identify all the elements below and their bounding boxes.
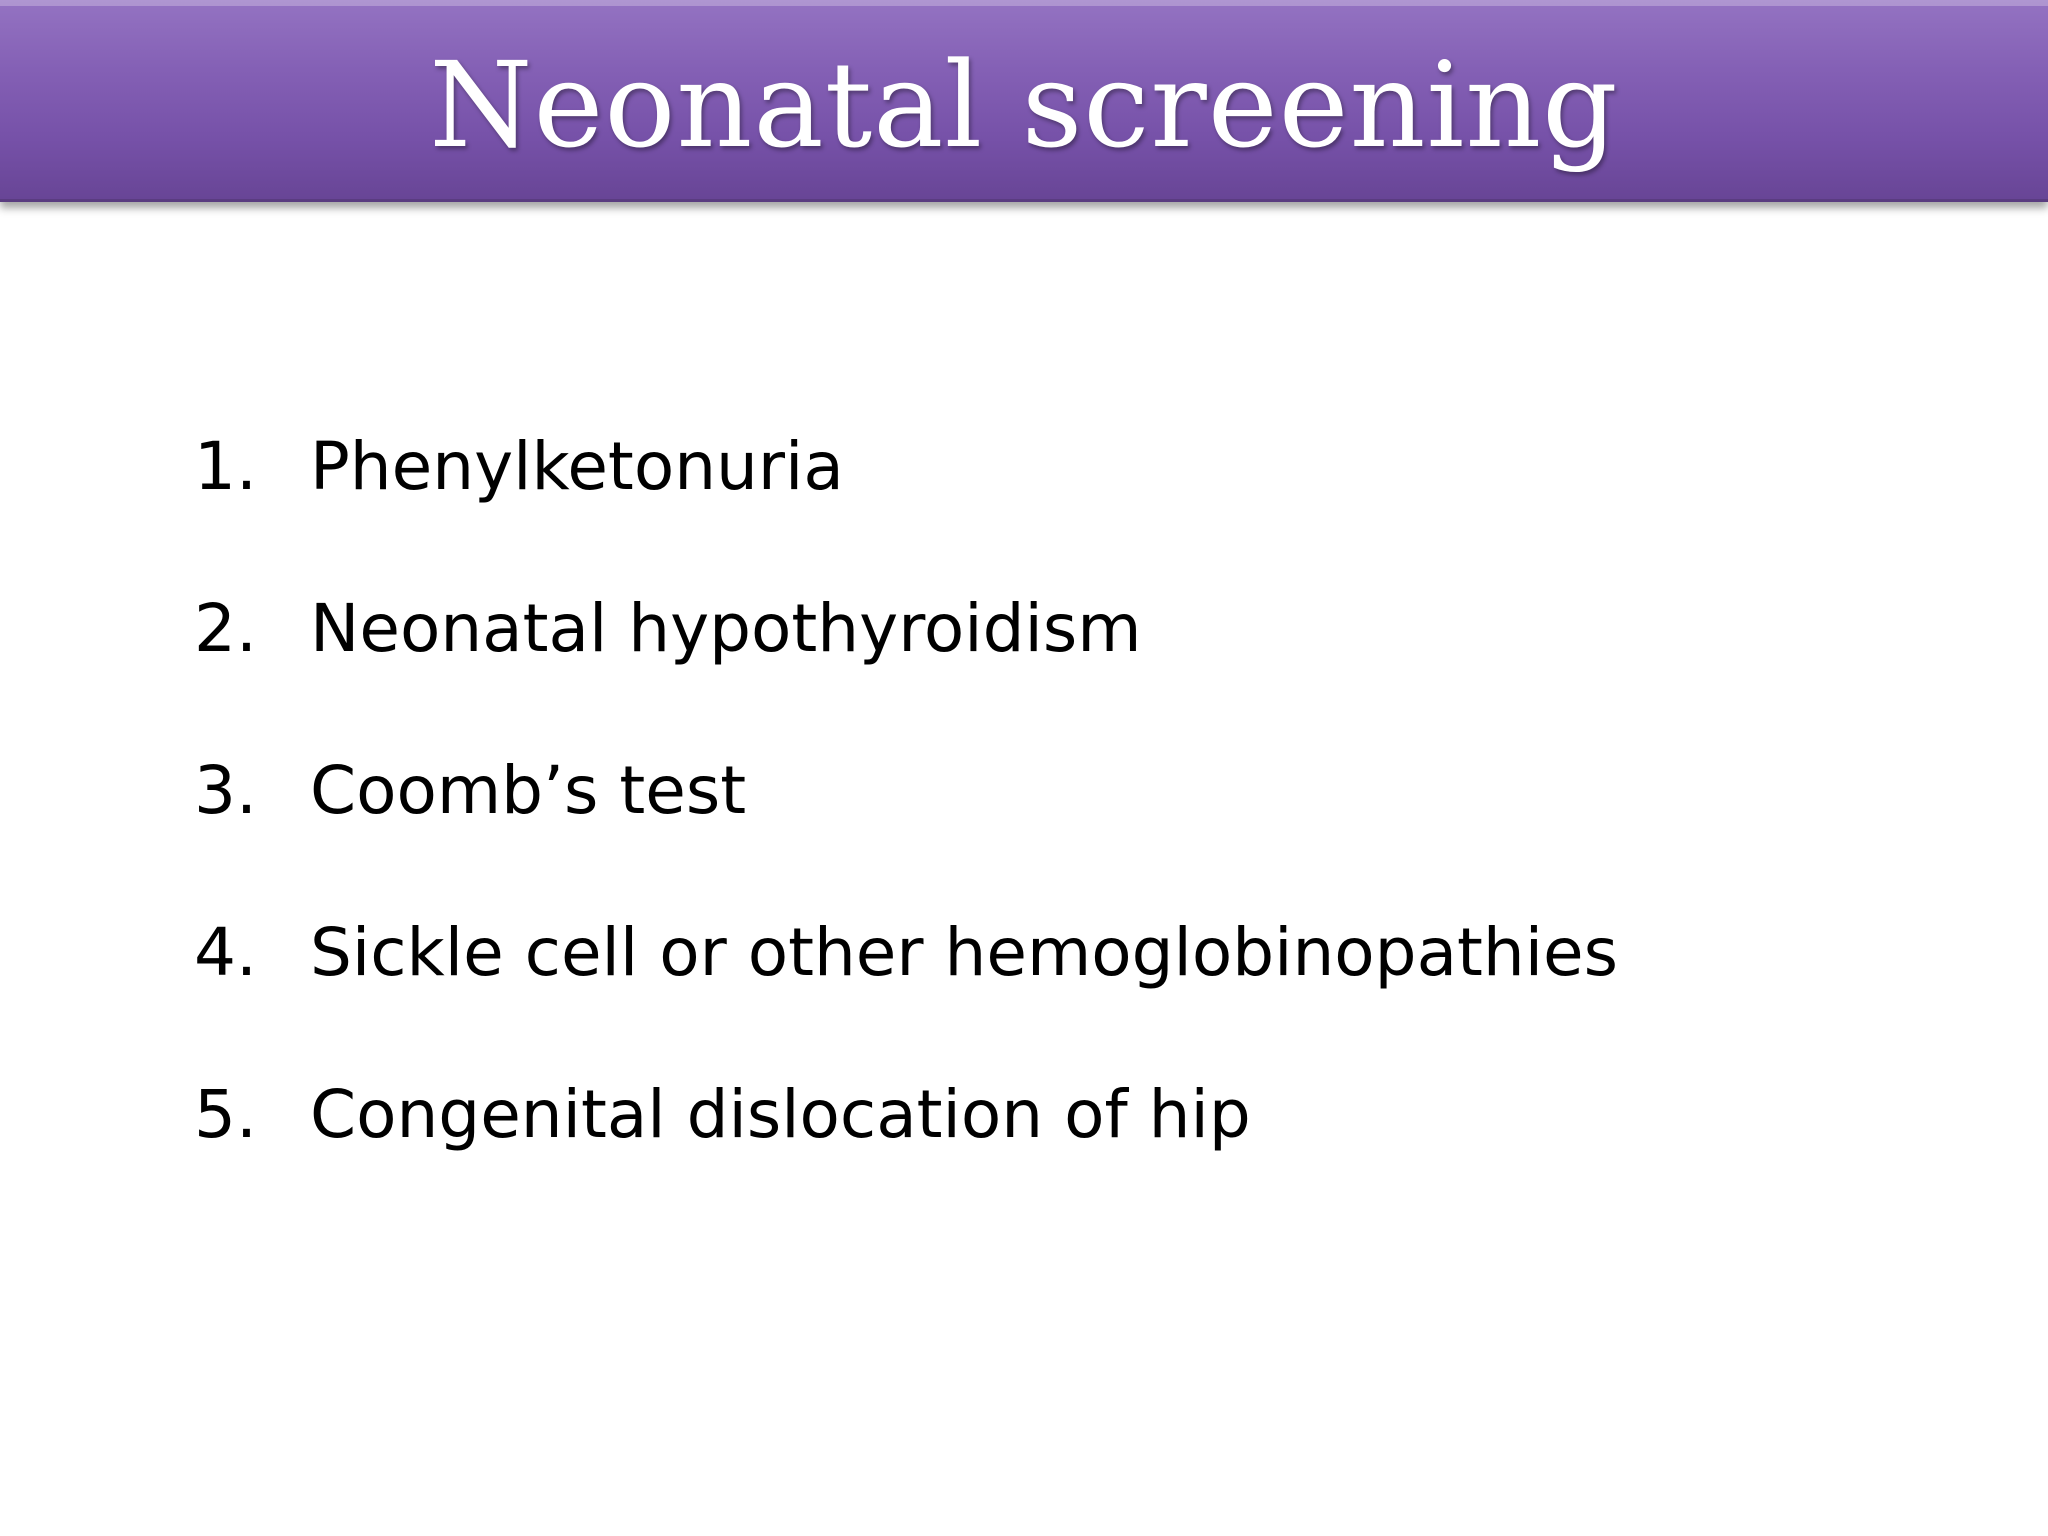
list-item-number: 1. bbox=[194, 428, 257, 505]
list-item-text: Congenital dislocation of hip bbox=[310, 1076, 1251, 1153]
list-item bbox=[194, 577, 1618, 739]
list-item bbox=[194, 1063, 1618, 1225]
list-item-number: 5. bbox=[194, 1076, 257, 1153]
slide-title: Neonatal screening bbox=[429, 36, 1619, 174]
list-item-text: Coomb’s test bbox=[310, 752, 747, 829]
list-item bbox=[194, 901, 1618, 1063]
list-item-text: Phenylketonuria bbox=[310, 428, 844, 505]
title-bar bbox=[0, 0, 2048, 202]
screening-list bbox=[194, 415, 1618, 1225]
list-item bbox=[194, 415, 1618, 577]
list-item bbox=[194, 739, 1618, 901]
list-item-text: Neonatal hypothyroidism bbox=[310, 590, 1142, 667]
list-item-number: 2. bbox=[194, 590, 257, 667]
list-item-text: Sickle cell or other hemoglobinopathies bbox=[310, 914, 1619, 991]
list-item-number: 4. bbox=[194, 914, 257, 991]
list-item-number: 3. bbox=[194, 752, 257, 829]
